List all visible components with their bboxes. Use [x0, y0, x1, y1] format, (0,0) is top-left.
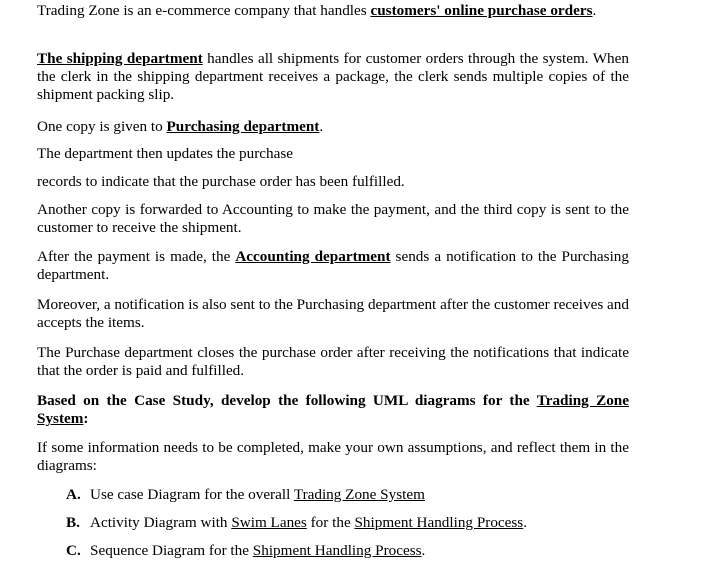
shipment-handling-process-link: Shipment Handling Process: [354, 514, 524, 531]
closing-paragraph: The Purchase department closes the purchase order after receiving the notifications that indicate that the order is paid and fulfilled.: [37, 344, 629, 379]
list-marker: B.: [66, 514, 80, 531]
notification-paragraph: Moreover, a notification is also sent to the Purchasing department after the customer receives and accepts the items.: [37, 296, 629, 331]
accounting-copy-paragraph: Another copy is forwarded to Accounting to make the payment, and the third copy is sent to the customer to receive the shipment.: [37, 201, 629, 236]
assumptions-paragraph: If some information needs to be completed, make your own assumptions, and reflect them in the diagrams:: [37, 439, 629, 474]
list-item-sequence: C. Sequence Diagram for the Shipment Handling Process.: [66, 542, 426, 559]
trading-zone-system-term: Trading Zone System: [37, 392, 629, 427]
records-paragraph: records to indicate that the purchase order has been fulfilled.: [37, 173, 405, 190]
list-marker: C.: [66, 542, 81, 559]
purchasing-copy-paragraph: One copy is given to Purchasing department.: [37, 118, 324, 135]
shipping-paragraph: The shipping department handles all shipments for customer orders through the system. When the clerk in the shipping department receives a package, the clerk sends multiple copies of the shipment packing slip.: [37, 50, 629, 103]
purchasing-department-term: Purchasing department: [166, 118, 320, 135]
shipping-department-term: The shipping department: [37, 50, 203, 67]
list-item-activity: B. Activity Diagram with Swim Lanes for the Shipment Handling Process.: [66, 514, 528, 531]
customers-orders-term: customers' online purchase orders: [370, 2, 593, 19]
update-paragraph: The department then updates the purchase: [37, 145, 293, 162]
payment-paragraph: After the payment is made, the Accounting department sends a notification to the Purchasing department.: [37, 248, 629, 283]
list-marker: A.: [66, 486, 81, 503]
list-item-use-case: A. Use case Diagram for the overall Trading Zone System: [66, 486, 425, 503]
shipment-handling-process-link: Shipment Handling Process: [252, 542, 422, 559]
swim-lanes-link: Swim Lanes: [231, 514, 307, 531]
accounting-department-term: Accounting department: [235, 248, 391, 265]
intro-paragraph: Trading Zone is an e-commerce company that handles customers' online purchase orders.: [37, 2, 597, 19]
trading-zone-system-link: Trading Zone System: [293, 486, 425, 503]
task-heading: Based on the Case Study, develop the following UML diagrams for the Trading Zone System:: [37, 392, 629, 427]
